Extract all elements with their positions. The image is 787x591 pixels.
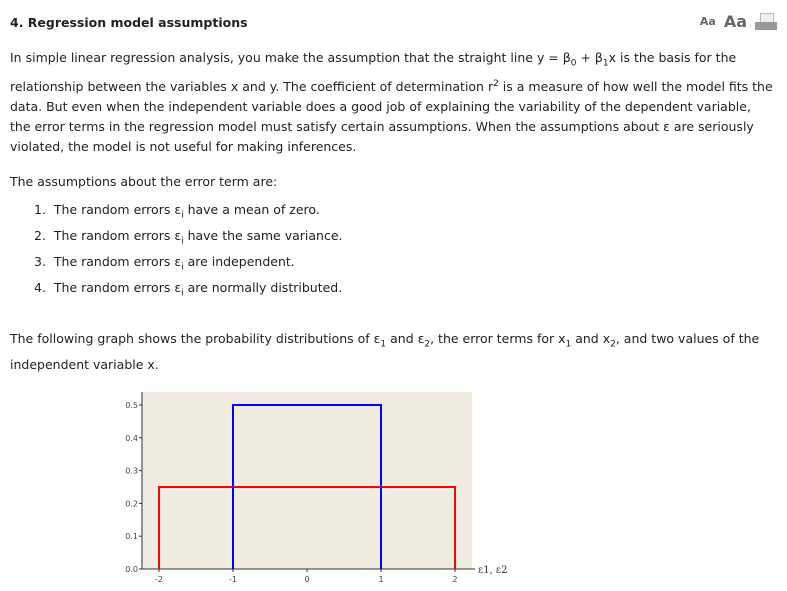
x-tick-label: 2: [452, 575, 458, 584]
x-tick-label: 0: [304, 575, 310, 584]
y-tick-label: 0.1: [125, 532, 138, 542]
plot-background: [142, 392, 472, 569]
x-tick-label: -2: [155, 575, 163, 584]
x-tick-label: 1: [378, 575, 384, 584]
graph-intro-paragraph: The following graph shows the probability distributions of $\varepsilon_1$ and $\varepsilon_2$, the error terms for $x_1$ and $x_2$, and two values of the independent variable x.: [10, 331, 760, 372]
intro-paragraph: In simple linear regression analysis, you make the assumption that the straight line $y = \beta_0 + \beta_1x$ is the basis for the relationship between the variables x and y. The coefficient of determination $r^2$ is a measure of how well the model fits the data. But even when the independent variable does a good job of explaining the variability of the dependent variable, the error terms in the regression model must satisfy certain assumptions. When the assumptions about ε are seriously violated, the model is not useful for making inferences.: [10, 50, 773, 154]
y-tick-label: 0.4: [125, 433, 138, 443]
y-tick-label: 0.0: [125, 565, 138, 574]
list-item: 1. The random errors $\varepsilon_i$ have a mean of zero.: [34, 202, 320, 221]
y-tick-label: 0.5: [125, 401, 138, 410]
page-title: 4. Regression model assumptions: [10, 15, 248, 30]
font-size-small-button[interactable]: Aa: [699, 15, 716, 28]
x-tick-label: -1: [229, 575, 237, 584]
y-tick-label: 0.3: [125, 466, 138, 476]
list-item: 3. The random errors $\varepsilon_i$ are independent.: [34, 254, 295, 273]
list-item: 2. The random errors $\varepsilon_i$ have the same variance.: [34, 228, 343, 247]
y-tick-label: 0.2: [125, 499, 138, 509]
assumptions-heading: The assumptions about the error term are:: [10, 174, 278, 189]
font-size-large-button[interactable]: Aa: [723, 12, 747, 31]
x-axis-label: ε1, ε2: [478, 565, 508, 576]
list-item: 4. The random errors $\varepsilon_i$ are normally distributed.: [34, 280, 343, 299]
